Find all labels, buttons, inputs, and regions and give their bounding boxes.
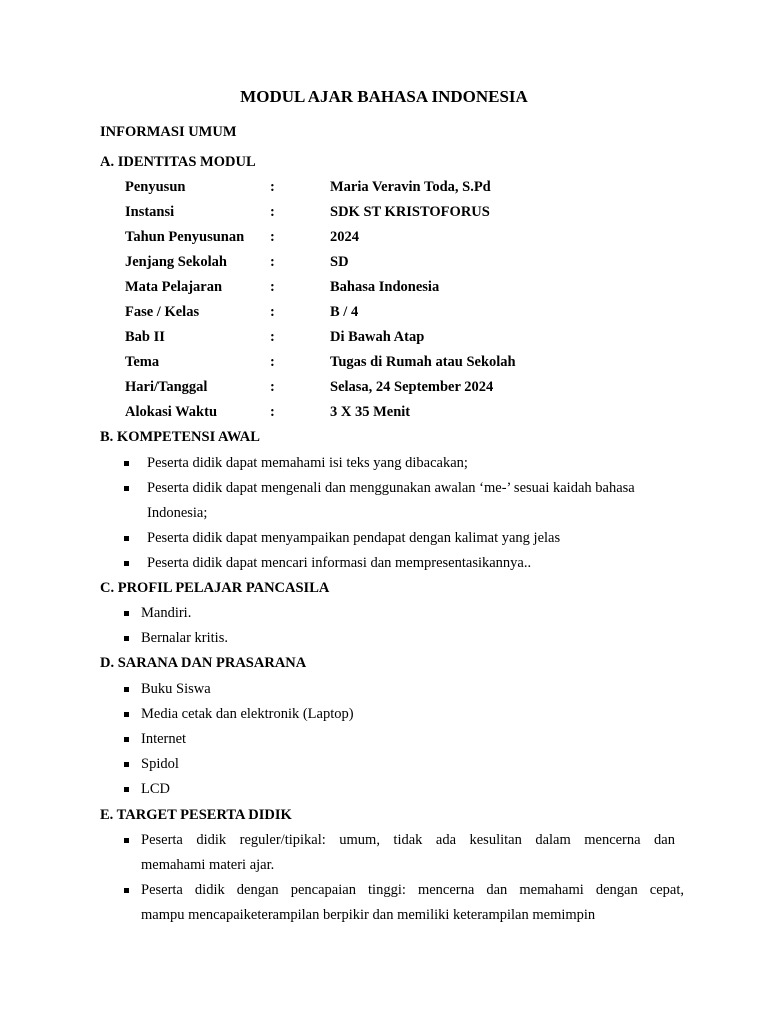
list-item [0, 754, 768, 774]
identity-row [0, 402, 768, 422]
identity-row [0, 352, 768, 372]
identity-colon: : [270, 229, 275, 245]
list-item-text: Peserta didik dapat mengenali dan menggunakan awalan ‘me-’ sesuai kaidah bahasa [147, 480, 635, 496]
list-item-text: Peserta didik reguler/tipikal: umum, tidak ada kesulitan dalam mencerna dan [141, 832, 675, 848]
identity-row [0, 377, 768, 397]
list-item [0, 679, 768, 699]
section-a-heading: A. IDENTITAS MODUL [100, 154, 256, 170]
list-item [0, 729, 768, 749]
list-item [0, 553, 768, 573]
list-item-text: Media cetak dan elektronik (Laptop) [141, 706, 354, 722]
section-b-heading: B. KOMPETENSI AWAL [100, 429, 260, 445]
bullet-square-icon [124, 461, 129, 466]
bullet-square-icon [124, 888, 129, 893]
section-c-heading: C. PROFIL PELAJAR PANCASILA [100, 580, 330, 596]
identity-label: Alokasi Waktu [125, 404, 218, 420]
list-item-text: Peserta didik dapat menyampaikan pendapat dengan kalimat yang jelas [147, 530, 561, 546]
identity-row [0, 202, 768, 222]
identity-value: SDK ST KRISTOFORUS [330, 204, 490, 220]
list-item [0, 478, 768, 498]
identity-label: Penyusun [125, 179, 186, 195]
list-item-text: Internet [141, 731, 187, 747]
identity-colon: : [270, 304, 275, 320]
identity-label: Mata Pelajaran [125, 279, 223, 295]
identity-label: Fase / Kelas [125, 304, 200, 320]
bullet-square-icon [124, 561, 129, 566]
identity-row [0, 252, 768, 272]
bullet-square-icon [124, 486, 129, 491]
list-item-text: Peserta didik dapat mencari informasi dan mempresentasikannya.. [147, 555, 532, 571]
identity-colon: : [270, 204, 275, 220]
identity-colon: : [270, 404, 275, 420]
list-item [0, 628, 768, 648]
bullet-square-icon [124, 787, 129, 792]
bullet-square-icon [124, 762, 129, 767]
identity-colon: : [270, 279, 275, 295]
bullet-square-icon [124, 712, 129, 717]
list-item [0, 528, 768, 548]
identity-colon: : [270, 379, 275, 395]
identity-value: B / 4 [330, 304, 359, 320]
identity-value: Di Bawah Atap [330, 329, 425, 345]
list-item-continuation: memahami materi ajar. [141, 857, 275, 873]
identity-label: Jenjang Sekolah [125, 254, 227, 270]
list-item-text: LCD [141, 781, 170, 797]
info-heading: INFORMASI UMUM [100, 124, 237, 140]
identity-colon: : [270, 254, 275, 270]
bullet-square-icon [124, 737, 129, 742]
identity-value: Bahasa Indonesia [330, 279, 440, 295]
identity-row [0, 277, 768, 297]
bullet-square-icon [124, 636, 129, 641]
list-item [0, 453, 768, 473]
identity-label: Tema [125, 354, 160, 370]
identity-value: Maria Veravin Toda, S.Pd [330, 179, 491, 195]
identity-label: Tahun Penyusunan [125, 229, 245, 245]
identity-label: Instansi [125, 204, 175, 220]
identity-value: 2024 [330, 229, 359, 245]
identity-value: SD [330, 254, 349, 270]
list-item-text: Bernalar kritis. [141, 630, 228, 646]
identity-value: Selasa, 24 September 2024 [330, 379, 494, 395]
identity-row [0, 302, 768, 322]
identity-label: Bab II [125, 329, 165, 345]
list-item [0, 779, 768, 799]
identity-colon: : [270, 354, 275, 370]
identity-value: Tugas di Rumah atau Sekolah [330, 354, 516, 370]
list-item-continuation: mampu mencapaiketerampilan berpikir dan memiliki keterampilan memimpin [141, 907, 596, 923]
section-d-heading: D. SARANA DAN PRASARANA [100, 655, 307, 671]
list-item [0, 603, 768, 623]
list-item-text: Spidol [141, 756, 179, 772]
list-item-continuation: Indonesia; [147, 505, 208, 521]
list-item-text: Peserta didik dapat memahami isi teks yang dibacakan; [147, 455, 468, 471]
bullet-square-icon [124, 611, 129, 616]
list-item-text: Peserta didik dengan pencapaian tinggi: mencerna dan memahami dengan cepat, [141, 882, 684, 898]
bullet-square-icon [124, 687, 129, 692]
list-item-text: Mandiri. [141, 605, 192, 621]
section-e-heading: E. TARGET PESERTA DIDIK [100, 807, 292, 823]
identity-label: Hari/Tanggal [125, 379, 208, 395]
bullet-square-icon [124, 838, 129, 843]
identity-row [0, 327, 768, 347]
identity-colon: : [270, 179, 275, 195]
list-item-text: Buku Siswa [141, 681, 211, 697]
identity-row [0, 227, 768, 247]
identity-value: 3 X 35 Menit [330, 404, 411, 420]
identity-colon: : [270, 329, 275, 345]
document-title: MODUL AJAR BAHASA INDONESIA [240, 87, 528, 106]
identity-row [0, 177, 768, 197]
list-item [0, 704, 768, 724]
bullet-square-icon [124, 536, 129, 541]
